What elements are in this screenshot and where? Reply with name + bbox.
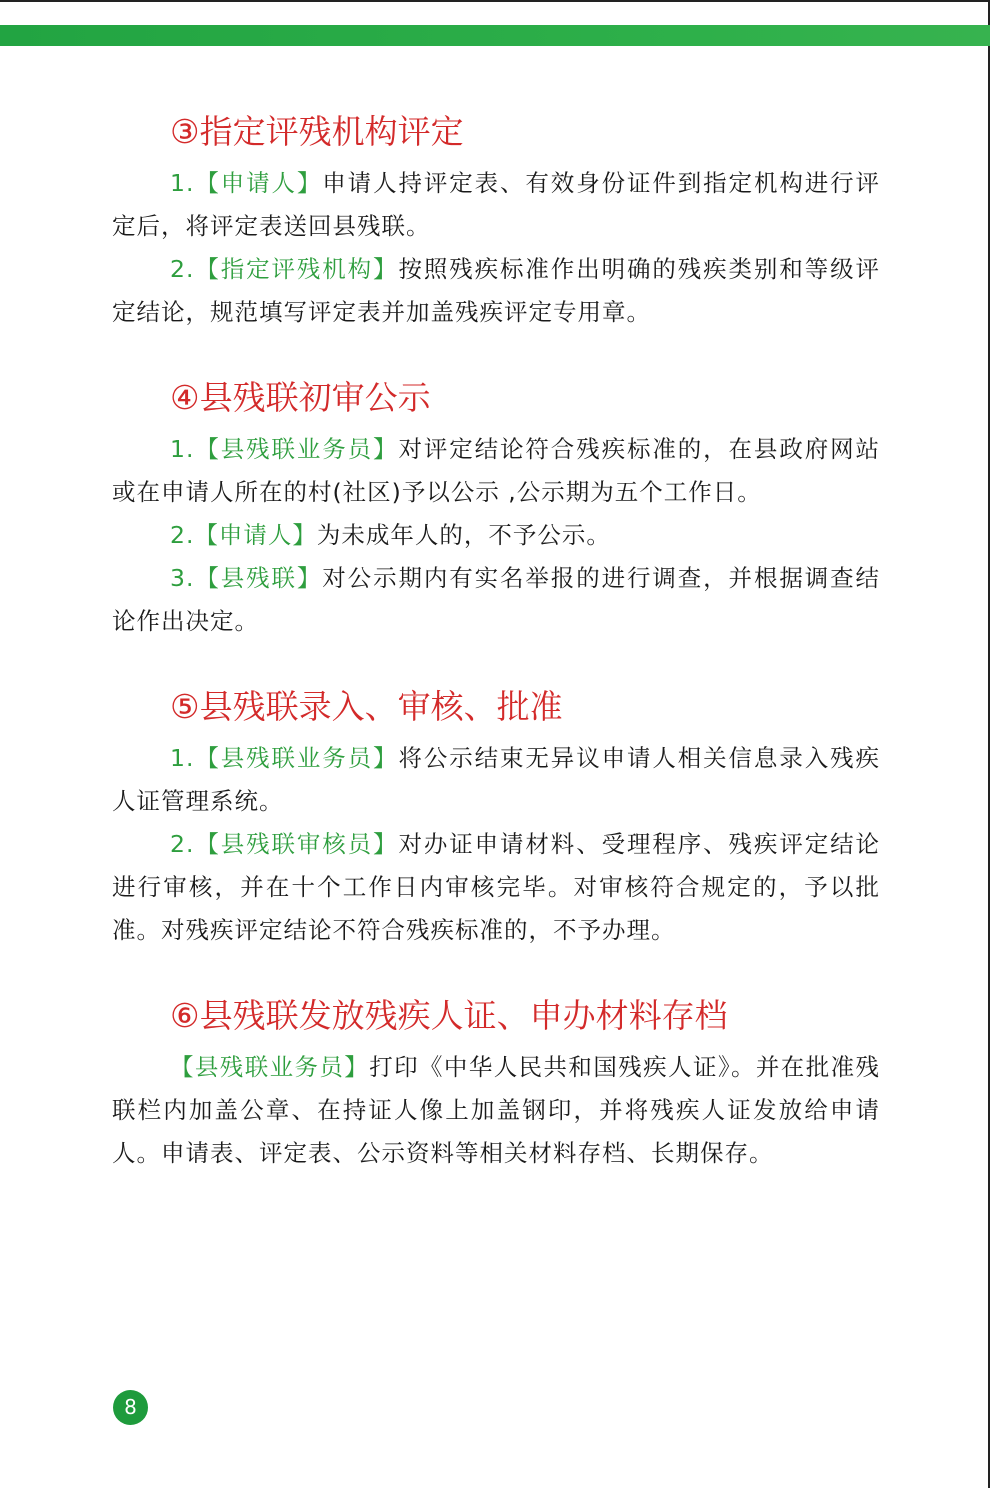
section-heading: ⑤县残联录入、审核、批准: [170, 687, 563, 726]
section-4: [112, 374, 880, 643]
role-tag: 1.【申请人】: [170, 169, 323, 197]
paragraph-text: 打印《中华人民共和国残疾人证》。并在批准残联栏内加盖公章、在持证人像上加盖钢印，并将残疾人证发放给申请人。申请表、评定表、公示资料等相关材料存档、长期保存。: [112, 1053, 881, 1167]
role-tag: 【县残联业务员】: [170, 1053, 370, 1081]
role-tag: 1.【县残联业务员】: [170, 744, 399, 772]
section-6: [112, 992, 880, 1175]
right-border: [988, 0, 990, 1488]
paragraph-text: 申请人持评定表、有效身份证件到指定机构进行评定后，将评定表送回县残联。: [112, 169, 881, 240]
paragraph-text: 按照残疾标准作出明确的残疾类别和等级评定结论，规范填写评定表并加盖残疾评定专用章。: [112, 255, 881, 326]
paragraph-text: 将公示结束无异议申请人相关信息录入残疾人证管理系统。: [112, 744, 881, 815]
paragraph: [112, 162, 880, 248]
paragraph: [112, 248, 880, 334]
paragraph: [112, 557, 880, 643]
paragraph: [112, 428, 880, 514]
role-tag: 3.【县残联】: [170, 564, 323, 592]
page-number-badge: 8: [113, 1390, 148, 1425]
role-tag: 2.【指定评残机构】: [170, 255, 399, 283]
role-tag: 1.【县残联业务员】: [170, 435, 399, 463]
paragraph-text: 对办证申请材料、受理程序、残疾评定结论进行审核，并在十个工作日内审核完毕。对审核符合规定的，予以批准。对残疾评定结论不符合残疾标准的，不予办理。: [112, 830, 881, 944]
section-heading: ⑥县残联发放残疾人证、申办材料存档: [170, 996, 728, 1035]
section-3: [112, 108, 880, 334]
paragraph-text: 为未成年人的，不予公示。: [316, 521, 611, 549]
section-heading: ④县残联初审公示: [170, 378, 431, 417]
paragraph: [112, 823, 880, 952]
paragraph-text: 对评定结论符合残疾标准的，在县政府网站或在申请人所在的村(社区)予以公示 ,公示期为五个工作日。: [112, 435, 881, 506]
role-tag: 2.【申请人】: [170, 521, 317, 549]
header-green-bar: [0, 25, 990, 46]
paragraph-text: 对公示期内有实名举报的进行调查，并根据调查结论作出决定。: [112, 564, 881, 635]
paragraph: [112, 1046, 880, 1175]
section-heading: ③指定评残机构评定: [170, 112, 464, 151]
page-content: [112, 108, 880, 1215]
role-tag: 2.【县残联审核员】: [170, 830, 399, 858]
paragraph: [112, 737, 880, 823]
paragraph: [112, 514, 880, 557]
top-border: [0, 0, 990, 2]
section-5: [112, 683, 880, 952]
